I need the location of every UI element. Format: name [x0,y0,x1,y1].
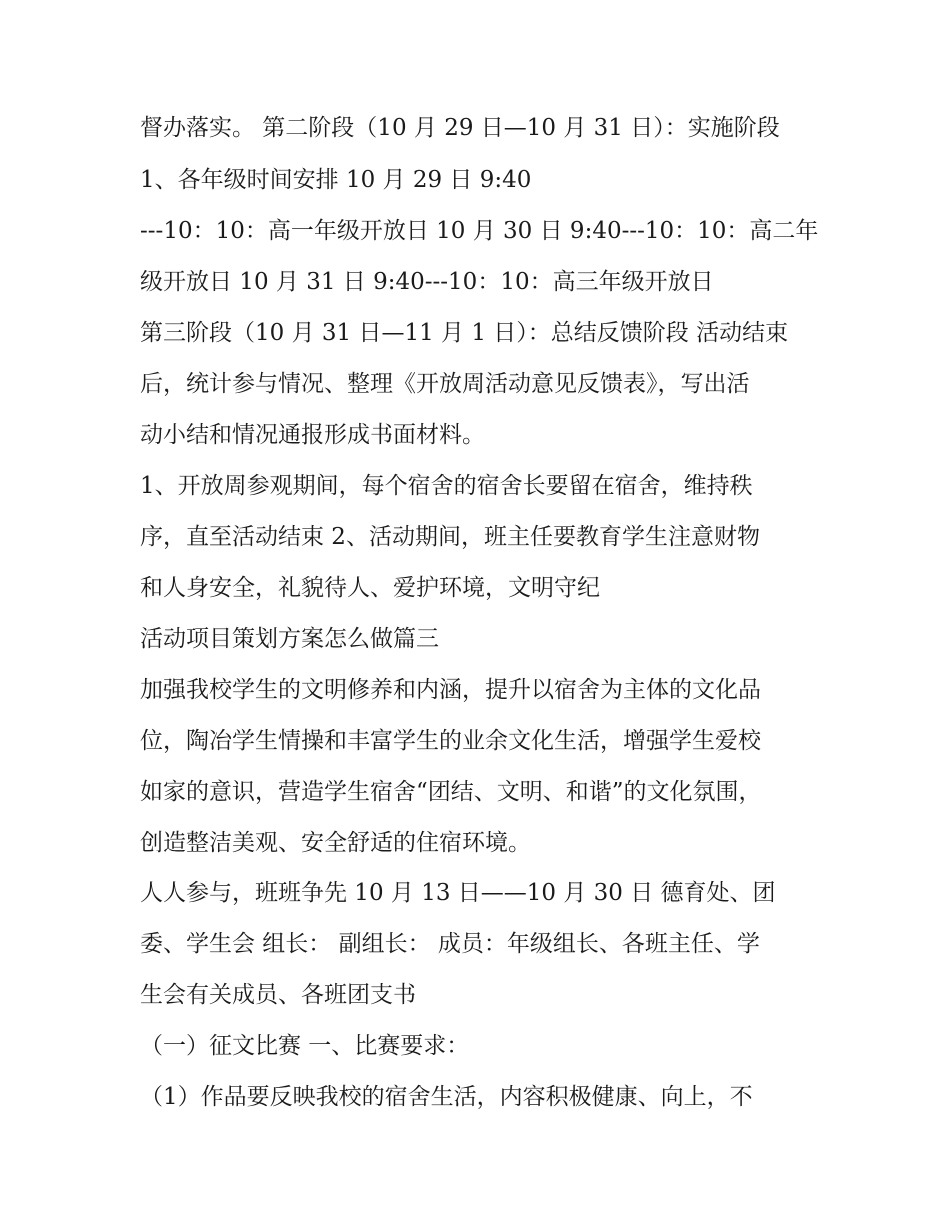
text-line: 创造整洁美观、安全舒适的住宿环境。 [140,830,531,856]
text-line: 动小结和情况通报形成书面材料。 [140,422,485,448]
text-line: 序，直至活动结束 2、活动期间，班主任要教育学生注意财物 [140,524,760,550]
text-line: 如家的意识，营造学生宿舍“团结、文明、和谐”的文化氛围， [140,779,762,805]
section-heading: 活动项目策划方案怎么做篇三 [140,626,439,652]
text-line: ---10：10：高一年级开放日 10 月 30 日 9:40---10：10：高二年 [140,218,819,244]
text-line: （一）征文比赛 一、比赛要求： [140,1033,470,1059]
text-line: 级开放日 10 月 31 日 9:40---10：10：高三年级开放日 [140,269,714,295]
text-line: 1、开放周参观期间，每个宿舍的宿舍长要留在宿舍，维持秩 [140,473,753,499]
text-line: 生会有关成员、各班团支书 [140,982,416,1008]
text-line: 加强我校学生的文明修养和内涵，提升以宿舍为主体的文化品 [140,677,761,703]
text-line: 第三阶段（10 月 31 日—11 月 1 日）：总结反馈阶段 活动结束 [140,320,789,346]
text-line: 和人身安全，礼貌待人、爱护环境，文明守纪 [140,575,600,601]
text-line: 位，陶冶学生情操和丰富学生的业余文化生活，增强学生爱校 [140,728,761,754]
text-line: 委、学生会 组长： 副组长： 成员：年级组长、各班主任、学 [140,931,760,957]
text-line: 督办落实。 第二阶段（10 月 29 日—10 月 31 日）：实施阶段 [140,115,780,141]
text-line: 人人参与，班班争先 10 月 13 日——10 月 30 日 德育处、团 [140,880,776,906]
text-line: （1）作品要反映我校的宿舍生活，内容积极健康、向上，不 [140,1084,753,1110]
text-line: 后，统计参与情况、整理《开放周活动意见反馈表》，写出活 [140,371,750,397]
text-line: 1、各年级时间安排 10 月 29 日 9:40 [140,167,532,193]
